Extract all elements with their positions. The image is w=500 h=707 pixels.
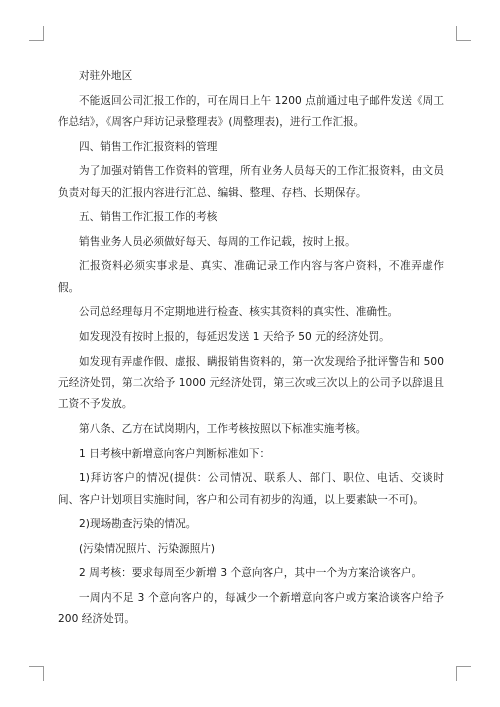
paragraph-region: 对驻外地区 [79,70,133,82]
document-body [58,66,444,634]
paragraph-weekly-assessment: 2 周考核：要求每周至少新增 3 个意向客户，其中一个为方案洽谈客户。 [79,567,423,580]
page-corner-mark-top-right [456,26,471,41]
paragraph-daily-assessment: 1 日考核中新增意向客户判断标准如下： [79,447,271,460]
page-corner-mark-top-left [29,26,44,41]
paragraph-daily-record: 销售业务人员必须做好每天、每周的工作记载，按时上报。 [79,235,356,248]
section-heading-5: 五、销售工作汇报工作的考核 [79,211,218,224]
paragraph-article-8: 第八条、乙方在试岗期内，工作考核按照以下标准实施考核。 [79,422,367,435]
list-item-client-visit: 1)拜访客户的情况(提供：公司情况、联系人、部门、职位、电话、交谈时间、客户计划项目实施时间，客户和公司有初步的沟通，以上要素缺一不可)。 [58,472,444,506]
paragraph-report-management: 为了加强对销售工作资料的管理，所有业务人员每天的工作汇报资料，由文员负责对每天的汇报内容进行汇总、编辑、整理、存档、长期保存。 [58,165,444,199]
paragraph-weekly-report-email: 不能返回公司汇报工作的，可在周日上午 1200 点前通过电子邮件发送《周工作总结》，《周客户拜访记录整理表》(周整理表)，进行工作汇报。 [58,94,444,128]
list-item-photos: (污染情况照片、污染源照片) [79,542,216,555]
paragraph-monthly-check: 公司总经理每月不定期地进行检查、核实其资料的真实性、准确性。 [79,306,399,319]
paragraph-late-penalty: 如发现没有按时上报的，每延迟发送 1 天给予 50 元的经济处罚。 [79,330,390,343]
page-corner-mark-bottom-left [29,666,44,681]
list-item-site-survey: 2)现场勘查污染的情况。 [79,518,197,531]
section-heading-4: 四、销售工作汇报资料的管理 [79,140,218,153]
paragraph-truthful-data: 汇报资料必须实事求是、真实、准确记录工作内容与客户资料，不准弄虚作假。 [58,260,444,294]
paragraph-false-report-penalty: 如发现有弄虚作假、虚报、瞒报销售资料的，第一次发现给予批评警告和 500 元经济处罚，第二次给予 1000 元经济处罚，第三次或三次以上的公司予以辞退且工资不予发放。 [58,355,444,411]
page-corner-mark-bottom-right [456,666,471,681]
paragraph-weekly-shortfall-penalty: 一周内不足 3 个意向客户的，每减少一个新增意向客户或方案洽谈客户给予 200 经济处罚。 [58,591,444,626]
